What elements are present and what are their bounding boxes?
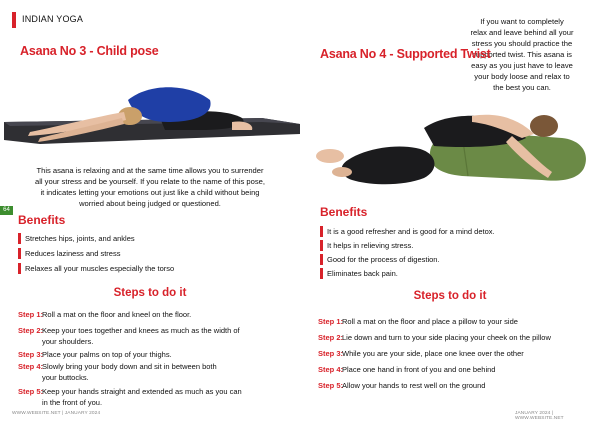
step-item bbox=[318, 316, 598, 327]
step-item bbox=[18, 309, 288, 320]
asana-3-intro: This asana is relaxing and at the same time allows you to surrender all your stress and be yourself. If you relate to the name of this pose, it indicates letting your emotions out just like a child without being worried about being judged or questioned. bbox=[34, 166, 266, 208]
step-label: Step 5: bbox=[18, 387, 44, 396]
benefits-heading: Benefits bbox=[18, 213, 66, 227]
step-item bbox=[318, 332, 598, 343]
benefit-item: Eliminates back pain. bbox=[320, 268, 590, 279]
step-text: your shoulders. bbox=[42, 337, 94, 346]
step-text: Roll a mat on the floor and place a pillow to your side bbox=[342, 317, 518, 326]
step-label: Step 3: bbox=[318, 349, 344, 358]
step-label: Step 4: bbox=[318, 365, 344, 374]
step-text: Keep your hands straight and extended as much as you can bbox=[42, 387, 242, 396]
step-label: Step 2: bbox=[318, 333, 344, 342]
child-pose-photo bbox=[0, 60, 300, 150]
step-text: in the front of you. bbox=[42, 398, 103, 407]
step-item bbox=[18, 325, 288, 347]
step-label: Step 3: bbox=[18, 350, 44, 359]
step-text: Allow your hands to rest well on the ground bbox=[342, 381, 486, 390]
step-label: Step 1: bbox=[318, 317, 344, 326]
step-item bbox=[318, 348, 598, 359]
benefits-heading: Benefits bbox=[320, 205, 368, 219]
step-label: Step 4: bbox=[18, 362, 44, 371]
right-page bbox=[300, 0, 600, 424]
step-text: Roll a mat on the floor and kneel on the floor. bbox=[42, 310, 192, 319]
step-text: Keep your toes together and knees as much as the width of bbox=[42, 326, 240, 335]
benefit-item: Good for the process of digestion. bbox=[320, 254, 590, 265]
benefit-item: Reduces laziness and stress bbox=[18, 248, 288, 259]
step-item bbox=[318, 380, 598, 391]
magazine-section-header: INDIAN YOGA bbox=[22, 14, 84, 24]
steps-heading: Steps to do it bbox=[413, 290, 487, 302]
asana-3-title: Asana No 3 - Child pose bbox=[20, 44, 159, 58]
step-text: your buttocks. bbox=[42, 373, 89, 382]
left-footer: WWW.WEBSITE.NET | JANUARY 2024 bbox=[12, 411, 101, 416]
step-text: Lie down and turn to your side placing your cheek on the pillow bbox=[342, 333, 551, 342]
asana-4-title: Asana No 4 - Supported Twist bbox=[320, 47, 491, 61]
benefit-item: Relaxes all your muscles especially the torso bbox=[18, 263, 288, 274]
step-label: Step 1: bbox=[18, 310, 44, 319]
steps-heading: Steps to do it bbox=[113, 287, 187, 299]
header-accent-bar bbox=[12, 12, 16, 28]
step-item bbox=[18, 361, 288, 383]
benefit-item: It helps in relieving stress. bbox=[320, 240, 590, 251]
step-text: Slowly bring your body down and sit in between both bbox=[42, 362, 217, 371]
right-footer: JANUARY 2024 | WWW.WEBSITE.NET bbox=[515, 411, 564, 421]
benefit-item: Stretches hips, joints, and ankles bbox=[18, 233, 288, 244]
step-text: While you are your side, place one knee over the other bbox=[342, 349, 524, 358]
step-label: Step 2: bbox=[18, 326, 44, 335]
page-number-badge: 64 bbox=[0, 206, 13, 215]
supported-twist-photo bbox=[312, 92, 594, 192]
step-item bbox=[318, 364, 598, 375]
step-text: Place one hand in front of you and one behind bbox=[342, 365, 496, 374]
step-label: Step 5: bbox=[318, 381, 344, 390]
step-item bbox=[18, 386, 288, 408]
benefit-item: It is a good refresher and is good for a mind detox. bbox=[320, 226, 590, 237]
step-text: Place your palms on top of your thighs. bbox=[42, 350, 172, 359]
asana-4-intro: If you want to completely relax and leave behind all your stress you should practice the supported twist. This asana is easy as you just have to leave your body loose and relax to the best you can. bbox=[470, 17, 574, 92]
step-item bbox=[18, 349, 288, 360]
